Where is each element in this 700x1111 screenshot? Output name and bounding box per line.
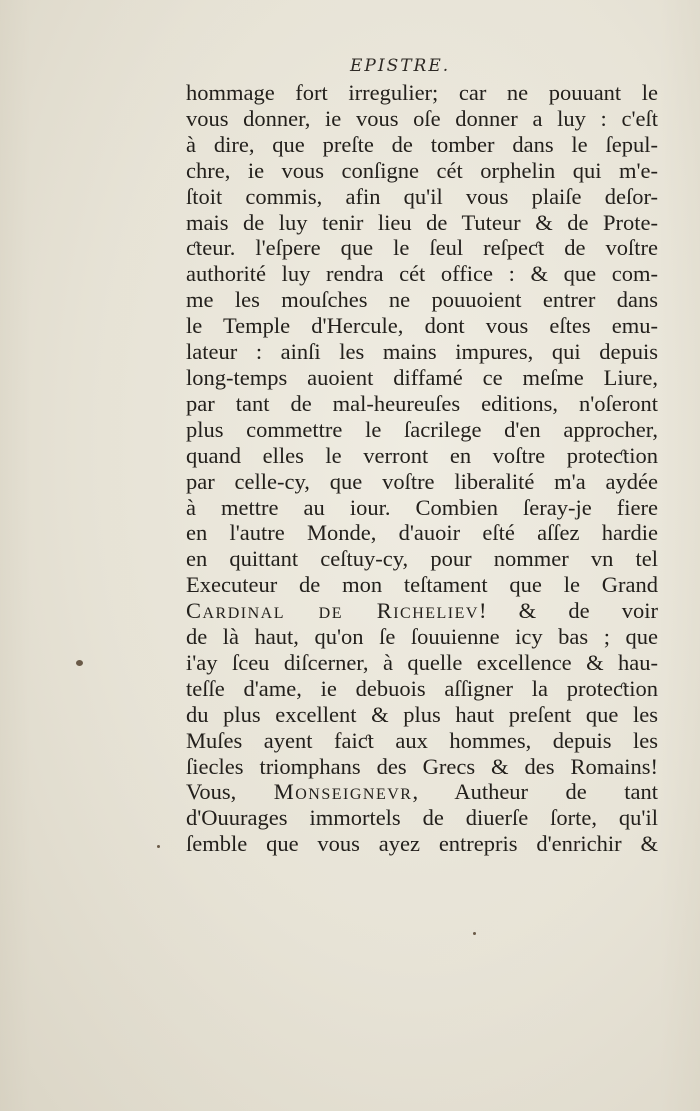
text-line-28-after: , Autheur de tant [412,779,658,805]
text-line-29: d'Ouurages immortels de diuerſe ſorte, qu'il [186,805,658,831]
text-line-17: à mettre au iour. Combien ſeray-je fiere [186,494,658,520]
monseigneur-name: Monseignevr [273,779,413,805]
text-line-3: à dire, que preſte de tomber dans le ſepul- [186,131,658,157]
text-line-28-before: Vous, [186,779,274,805]
text-line-9: me les mouſches ne pouuoient entrer dans [186,287,658,313]
ink-speck [157,845,160,848]
text-line-2: vous donner, ie vous oſe donner a luy : c'eſt [186,105,658,131]
text-line-30: ſemble que vous ayez entrepris d'enrichir & [186,831,658,857]
text-line-28 [186,779,658,805]
text-line-13: par tant de mal-heureuſes editions, n'oſeront [186,390,658,416]
text-line-21-rest: ! & de voir [478,598,658,624]
text-line-11: lateur : ainſi les mains impures, qui depuis [186,339,658,365]
text-line-16: par celle-cy, que voſtre liberalité m'a aydée [186,468,658,494]
text-line-22: de là haut, qu'on ſe ſouuienne icy bas ; que [186,624,658,650]
text-line-18: en l'autre Monde, d'auoir eſté aſſez hardie [186,520,658,546]
running-head: EPISTRE. [350,56,451,76]
text-line-6: mais de luy tenir lieu de Tuteur & de Prote- [186,209,658,235]
text-line-15: quand elles le verront en voſtre proteƈtion [186,442,658,468]
text-line-8: authorité luy rendra cét office : & que com- [186,261,658,287]
text-line-27: ſiecles triomphans des Grecs & des Romains! [186,753,658,779]
text-line-24: teſſe d'ame, ie debuois aſſigner la proteƈtion [186,675,658,701]
text-line-21 [186,598,658,624]
body-text [186,80,658,857]
text-line-23: i'ay ſceu diſcerner, à quelle excellence & hau- [186,649,658,675]
text-line-12: long-temps auoient diffamé ce meſme Liure, [186,364,658,390]
text-line-14: plus commettre le ſacrilege d'en approcher, [186,416,658,442]
text-line-25: du plus excellent & plus haut preſent que les [186,701,658,727]
text-line-20: Executeur de mon teſtament que le Grand [186,572,658,598]
ink-speck [473,932,476,935]
text-line-19: en quittant ceſtuy-cy, pour nommer vn tel [186,546,658,572]
text-line-10: le Temple d'Hercule, dont vous eſtes emu- [186,313,658,339]
text-line-5: ſtoit commis, afin qu'il vous plaiſe deſor- [186,183,658,209]
text-line-7: ƈteur. l'eſpere que le ſeul reſpeƈt de voſtre [186,235,658,261]
text-line-1: hommage fort irregulier; car ne pouuant le [186,80,658,105]
cardinal-name: Cardinal de Richeliev [186,598,479,624]
ink-speck [76,660,83,666]
text-line-4: chre, ie vous conſigne cét orphelin qui m'e- [186,157,658,183]
text-line-26: Muſes ayent faiƈt aux hommes, depuis les [186,727,658,753]
